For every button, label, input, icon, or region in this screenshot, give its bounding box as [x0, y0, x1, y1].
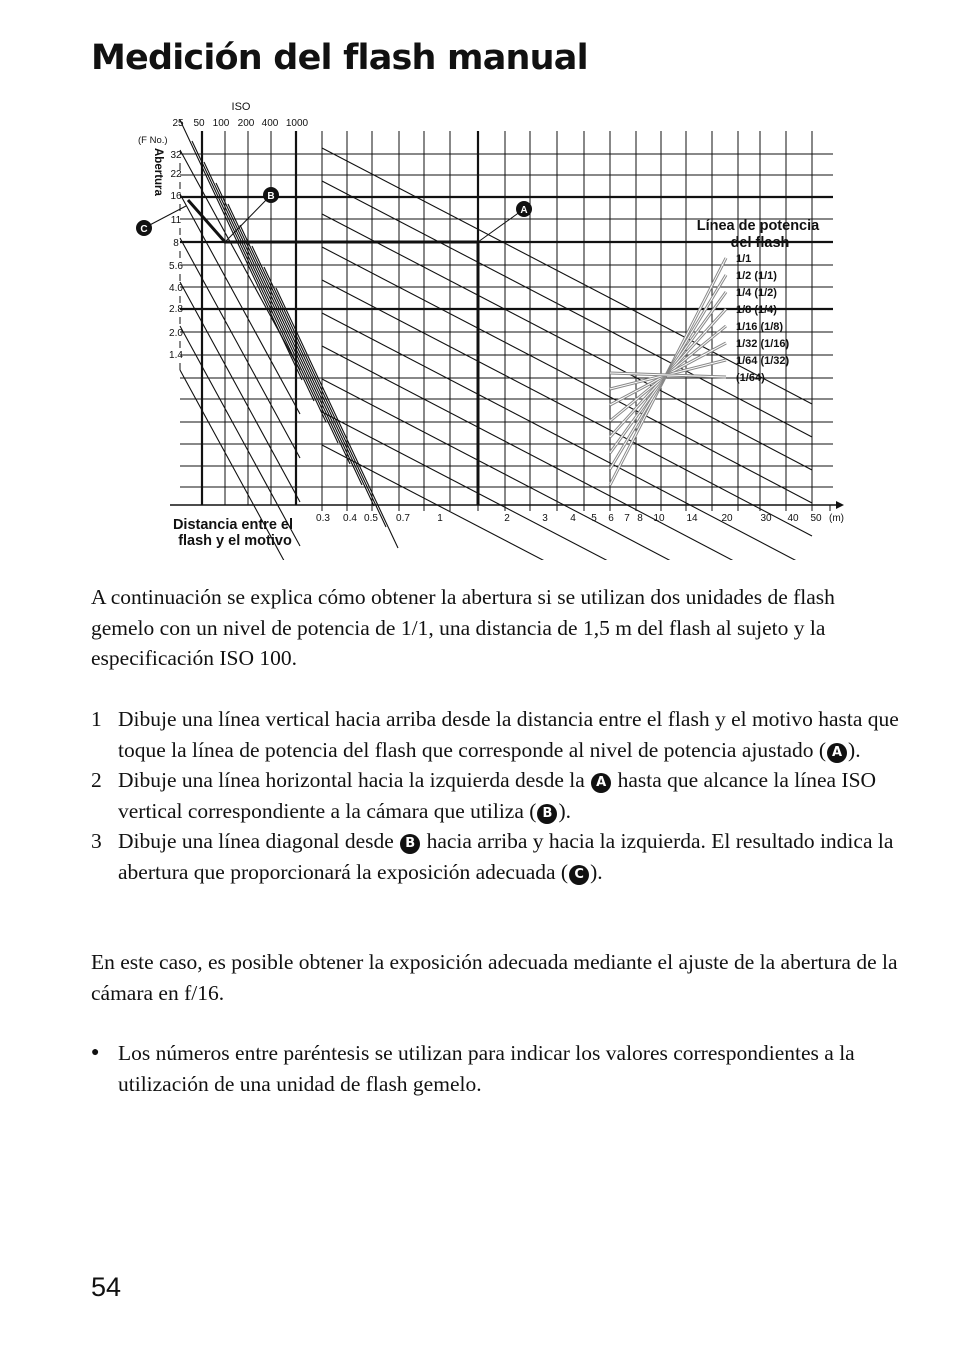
iso-label: ISO: [231, 101, 251, 113]
marker-a-badge: A: [827, 743, 847, 763]
distance-diagonal: [322, 445, 610, 560]
marker-b-letter: B: [267, 191, 275, 202]
marker-a-leader: [478, 209, 524, 242]
aperture-label: Abertura: [152, 148, 164, 196]
distance-value-label: 50: [810, 513, 822, 524]
distance-diagonal: [322, 247, 610, 397]
distance-value-label: 14: [686, 513, 698, 524]
fno-label: (F No.): [138, 135, 168, 146]
note-text: Los números entre paréntesis se utilizan para indicar los valores correspondientes a la utilización de una unidad de flash gemelo.: [118, 1041, 855, 1096]
distance-unit: (m): [829, 513, 844, 524]
distance-value-label: 6: [608, 513, 614, 524]
distance-value-label: 0.4: [343, 513, 357, 524]
aperture-value-label: 4.0: [169, 283, 183, 294]
distance-value-label: 8: [637, 513, 643, 524]
aperture-value-label: 2.0: [169, 328, 183, 339]
distance-value-label: 1: [437, 513, 443, 524]
distance-value-label: 4: [570, 513, 576, 524]
step-3: [91, 826, 901, 887]
step-1: [91, 704, 901, 765]
power-level-label: (1/64): [736, 372, 765, 384]
aperture-value-label: 11: [170, 215, 182, 226]
aperture-diagonal: [276, 288, 398, 548]
power-level-label: 1/4 (1/2): [736, 287, 777, 299]
nomogram-diagonals: [180, 120, 812, 560]
distance-value-label: 7: [624, 513, 630, 524]
aperture-diagonal: [252, 246, 374, 506]
aperture-value-label: 8: [173, 238, 179, 249]
iso-value-label: 25: [172, 118, 184, 129]
flash-nomogram: [0, 0, 954, 560]
aperture-diagonal: [264, 267, 386, 527]
aperture-value-label: 2.8: [169, 304, 183, 315]
note: [91, 1038, 901, 1099]
step-2: [91, 765, 901, 826]
power-title-line1: Línea de potencia: [696, 218, 820, 234]
distance-value-label: 2: [504, 513, 510, 524]
distance-value-label: 3: [542, 513, 548, 524]
nomogram-grid: [180, 131, 833, 505]
distance-diagonal: [610, 529, 812, 560]
marker-b-badge: B: [537, 804, 557, 824]
power-level-label: 1/32 (1/16): [736, 338, 790, 350]
step-1-text: Dibuje una línea vertical hacia arriba desde la distancia entre el flash y el motivo hasta que toque la línea de potencia del flash que corresponde al nivel de potencia ajustado (: [118, 707, 899, 762]
marker-c-badge: C: [569, 865, 589, 885]
aperture-diagonal: [216, 183, 338, 443]
step-3-text-a: Dibuje una línea diagonal desde: [118, 829, 400, 853]
distance-label-line2: flash y el motivo: [178, 533, 292, 549]
marker-a-letter: A: [520, 205, 528, 216]
iso-value-label: 100: [212, 118, 230, 129]
steps-list: [91, 704, 901, 887]
power-title-line2: del flash: [730, 235, 790, 251]
step-1-end: ).: [848, 737, 861, 762]
aperture-value-label: 22: [170, 169, 182, 180]
intro-paragraph: A continuación se explica cómo obtener la abertura si se utilizan dos unidades de flash gemelo con un nivel de potencia de 1/1, una distancia de 1,5 m del flash al sujeto y la especificación ISO 100.: [91, 585, 835, 670]
bullet-icon: ●: [91, 1045, 100, 1060]
aperture-value-label: 32: [170, 150, 182, 161]
power-level-label: 1/64 (1/32): [736, 355, 790, 367]
distance-value-label: 0.7: [396, 513, 410, 524]
markers: [136, 187, 532, 242]
aperture-value-label: 5.6: [169, 261, 183, 272]
step-2-end: ).: [558, 798, 571, 823]
power-level-label: 1/2 (1/1): [736, 270, 777, 282]
iso-value-label: 1000: [285, 118, 309, 129]
distance-label: [173, 517, 297, 549]
distance-diagonal: [322, 313, 610, 463]
power-level-label: 1/16 (1/8): [736, 321, 784, 333]
distance-diagonal: [322, 214, 610, 364]
distance-diagonal: [322, 379, 610, 529]
power-title: [697, 218, 824, 251]
distance-diagonal: [322, 346, 610, 496]
step-2-text-b: hasta que alcance la línea ISO vertical correspondiente a la cámara que utiliza (: [118, 768, 877, 823]
step-2-text-a: Dibuje una línea horizontal hacia la izquierda desde la: [118, 768, 591, 792]
iso-value-label: 400: [261, 118, 279, 129]
distance-value-label: 0.3: [316, 513, 330, 524]
distance-value-label: 20: [721, 513, 733, 524]
distance-value-label: 30: [760, 513, 772, 524]
distance-label-line1: Distancia entre el: [172, 517, 294, 533]
aperture-value-label: 16: [170, 191, 182, 202]
step-3-number: 3: [91, 829, 102, 853]
distance-value-label: 10: [653, 513, 665, 524]
aperture-diagonal: [180, 326, 300, 546]
example-path: [188, 200, 478, 505]
distance-value-label: 5: [591, 513, 597, 524]
axis-arrow-icon: [836, 501, 844, 509]
step-1-number: 1: [91, 707, 102, 731]
step-3-text-b: hacia arriba y hacia la izquierda. El resultado indica la abertura que proporcionará la exposición adecuada (: [118, 829, 894, 884]
aperture-diagonal: [180, 238, 300, 458]
step-3-end: ).: [590, 859, 603, 884]
marker-b-badge: B: [400, 834, 420, 854]
power-level-label: 1/8 (1/4): [736, 304, 777, 316]
aperture-value-label: 1.4: [169, 350, 183, 361]
distance-value-label: 40: [787, 513, 799, 524]
example-path-line: [188, 200, 478, 505]
iso-value-label: 50: [193, 118, 205, 129]
distance-diagonal: [322, 148, 610, 298]
distance-value-label: 0.5: [364, 513, 378, 524]
aperture-diagonal: [180, 150, 300, 370]
marker-a-badge: A: [591, 773, 611, 793]
page-number: 54: [91, 1272, 122, 1302]
marker-c-letter: C: [140, 224, 148, 235]
page-title: Medición del flash manual: [91, 38, 588, 78]
power-level-label: 1/1: [736, 253, 752, 265]
result-paragraph: En este caso, es posible obtener la exposición adecuada mediante el ajuste de la abertura de la cámara en f/16.: [91, 950, 898, 1005]
step-2-number: 2: [91, 768, 102, 792]
power-lines: [610, 258, 726, 485]
iso-value-label: 200: [237, 118, 255, 129]
